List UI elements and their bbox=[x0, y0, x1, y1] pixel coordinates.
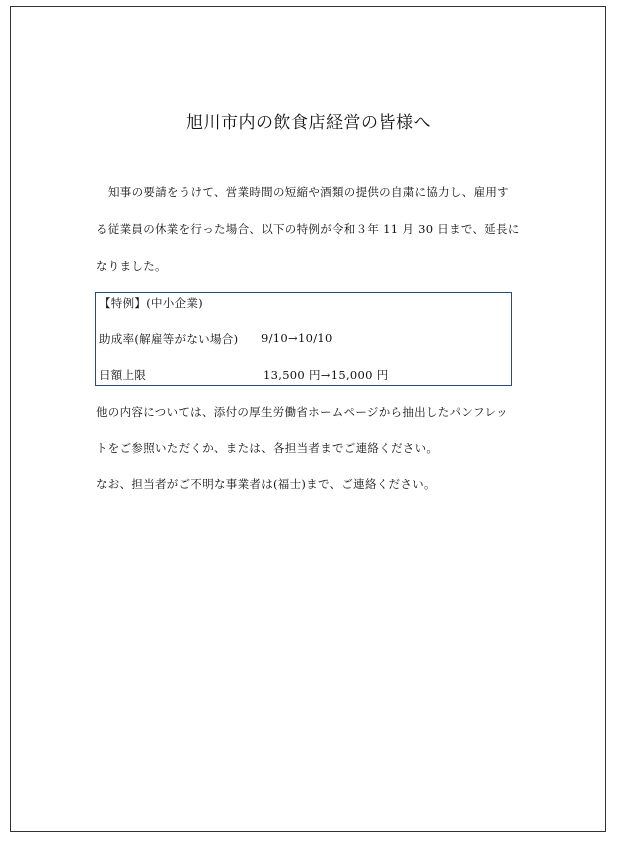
intro-line-3: なりました。 bbox=[96, 259, 167, 273]
closing-line-1: 他の内容については、添付の厚生労働省ホームページから抽出したパンフレッ bbox=[96, 405, 508, 419]
intro-line-1: 知事の要請をうけて、営業時間の短縮や酒類の提供の自粛に協力し、雇用す bbox=[108, 185, 509, 199]
closing-line-3: なお、担当者がご不明な事業者は(福士)まで、ご連絡ください。 bbox=[96, 477, 436, 491]
intro-line-2: る従業員の休業を行った場合、以下の特例が令和３年 11 月 30 日まで、延長に bbox=[96, 222, 520, 236]
daily-limit-label: 日額上限 bbox=[99, 368, 147, 382]
document-title: 旭川市内の飲食店経営の皆様へ bbox=[186, 113, 431, 133]
special-measures-box bbox=[95, 292, 512, 386]
subsidy-rate-label: 助成率(解雇等がない場合) bbox=[99, 332, 239, 346]
subsidy-rate-value: 9/10→10/10 bbox=[261, 331, 333, 345]
closing-line-2: トをご参照いただくか、または、各担当者までご連絡ください。 bbox=[96, 441, 439, 455]
special-measures-heading: 【特例】(中小企業) bbox=[99, 296, 203, 310]
daily-limit-value: 13,500 円→15,000 円 bbox=[263, 368, 389, 382]
